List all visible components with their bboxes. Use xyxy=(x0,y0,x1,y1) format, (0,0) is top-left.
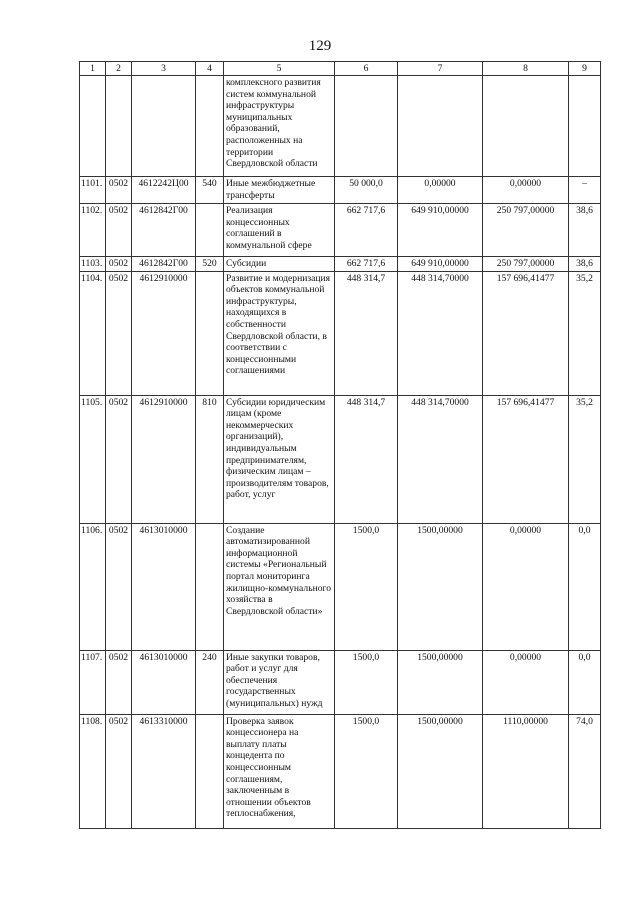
expense-type-cell: 540 xyxy=(196,177,224,204)
header-cell: 6 xyxy=(335,62,398,76)
percent-cell: – xyxy=(569,177,601,204)
header-cell: 9 xyxy=(569,62,601,76)
table-row xyxy=(80,177,601,204)
expense-type-cell xyxy=(196,523,224,650)
executed-amount-cell xyxy=(483,76,569,177)
header-cell: 3 xyxy=(132,62,196,76)
row-number-cell: 1108. xyxy=(80,714,106,828)
executed-amount-cell: 157 696,41477 xyxy=(483,395,569,523)
target-code-cell: 4612910000 xyxy=(132,271,196,395)
section-code-cell: 0502 xyxy=(106,714,132,828)
budget-table xyxy=(79,61,601,829)
table-row xyxy=(80,523,601,650)
percent-cell: 0,0 xyxy=(569,523,601,650)
plan-amount-cell: 448 314,70000 xyxy=(398,271,483,395)
section-code-cell: 0502 xyxy=(106,177,132,204)
approved-amount-cell: 1500,0 xyxy=(335,523,398,650)
expense-type-cell: 810 xyxy=(196,395,224,523)
item-name-cell: Иные закупки товаров, работ и услуг для обеспечения государственных (муниципальных) нужд xyxy=(224,650,335,714)
target-code-cell: 4613310000 xyxy=(132,714,196,828)
item-name-cell: комплексного развития систем коммунальной инфраструктуры муниципальных образований, расположенных на территории Свердловской области xyxy=(224,76,335,177)
item-name-cell: Развитие и модернизация объектов коммунальной инфраструктуры, находящихся в собственности Свердловской области, в соответствии с концессионными соглашениями xyxy=(224,271,335,395)
executed-amount-cell: 157 696,41477 xyxy=(483,271,569,395)
percent-cell: 35,2 xyxy=(569,395,601,523)
header-cell: 1 xyxy=(80,62,106,76)
item-name-cell: Реализация концессионных соглашений в коммунальной сфере xyxy=(224,204,335,257)
target-code-cell: 4613010000 xyxy=(132,650,196,714)
row-number-cell xyxy=(80,76,106,177)
expense-type-cell: 520 xyxy=(196,257,224,272)
approved-amount-cell: 1500,0 xyxy=(335,650,398,714)
plan-amount-cell: 1500,00000 xyxy=(398,714,483,828)
header-cell: 8 xyxy=(483,62,569,76)
section-code-cell xyxy=(106,76,132,177)
row-number-cell: 1101. xyxy=(80,177,106,204)
plan-amount-cell: 448 314,70000 xyxy=(398,395,483,523)
approved-amount-cell: 50 000,0 xyxy=(335,177,398,204)
target-code-cell: 4612842Г00 xyxy=(132,257,196,272)
approved-amount-cell: 1500,0 xyxy=(335,714,398,828)
approved-amount-cell: 662 717,6 xyxy=(335,257,398,272)
executed-amount-cell: 1110,00000 xyxy=(483,714,569,828)
expense-type-cell xyxy=(196,204,224,257)
percent-cell: 38,6 xyxy=(569,257,601,272)
section-code-cell: 0502 xyxy=(106,523,132,650)
plan-amount-cell: 649 910,00000 xyxy=(398,204,483,257)
percent-cell xyxy=(569,76,601,177)
expense-type-cell xyxy=(196,76,224,177)
table-row xyxy=(80,395,601,523)
header-cell: 4 xyxy=(196,62,224,76)
plan-amount-cell: 649 910,00000 xyxy=(398,257,483,272)
row-number-cell: 1105. xyxy=(80,395,106,523)
section-code-cell: 0502 xyxy=(106,395,132,523)
target-code-cell: 4613010000 xyxy=(132,523,196,650)
executed-amount-cell: 0,00000 xyxy=(483,177,569,204)
approved-amount-cell xyxy=(335,76,398,177)
section-code-cell: 0502 xyxy=(106,204,132,257)
approved-amount-cell: 662 717,6 xyxy=(335,204,398,257)
approved-amount-cell: 448 314,7 xyxy=(335,395,398,523)
table-row xyxy=(80,257,601,272)
table-row xyxy=(80,271,601,395)
plan-amount-cell xyxy=(398,76,483,177)
executed-amount-cell: 250 797,00000 xyxy=(483,204,569,257)
executed-amount-cell: 0,00000 xyxy=(483,650,569,714)
expense-type-cell xyxy=(196,271,224,395)
item-name-cell: Иные межбюджетные трансферты xyxy=(224,177,335,204)
target-code-cell: 4612910000 xyxy=(132,395,196,523)
table-row xyxy=(80,76,601,177)
row-number-cell: 1107. xyxy=(80,650,106,714)
target-code-cell xyxy=(132,76,196,177)
page-number: 129 xyxy=(308,38,332,54)
item-name-cell: Субсидии xyxy=(224,257,335,272)
header-cell: 7 xyxy=(398,62,483,76)
row-number-cell: 1106. xyxy=(80,523,106,650)
executed-amount-cell: 0,00000 xyxy=(483,523,569,650)
executed-amount-cell: 250 797,00000 xyxy=(483,257,569,272)
header-cell: 5 xyxy=(224,62,335,76)
percent-cell: 35,2 xyxy=(569,271,601,395)
row-number-cell: 1102. xyxy=(80,204,106,257)
target-code-cell: 4612242Ц00 xyxy=(132,177,196,204)
table-row xyxy=(80,714,601,828)
section-code-cell: 0502 xyxy=(106,257,132,272)
percent-cell: 0,0 xyxy=(569,650,601,714)
approved-amount-cell: 448 314,7 xyxy=(335,271,398,395)
percent-cell: 74,0 xyxy=(569,714,601,828)
header-cell: 2 xyxy=(106,62,132,76)
item-name-cell: Проверка заявок концессионера на выплату платы концедента по концессионным соглашениям, заключенным в отношении объектов теплоснабжения, xyxy=(224,714,335,828)
expense-type-cell xyxy=(196,714,224,828)
plan-amount-cell: 1500,00000 xyxy=(398,650,483,714)
item-name-cell: Субсидии юридическим лицам (кроме некоммерческих организаций), индивидуальным предпринимателям, физическим лицам – производителям товаров, работ, услуг xyxy=(224,395,335,523)
row-number-cell: 1104. xyxy=(80,271,106,395)
section-code-cell: 0502 xyxy=(106,271,132,395)
item-name-cell: Создание автоматизированной информационной системы «Региональный портал мониторинга жилищно-коммунального хозяйства в Свердловской области» xyxy=(224,523,335,650)
plan-amount-cell: 0,00000 xyxy=(398,177,483,204)
table-row xyxy=(80,204,601,257)
plan-amount-cell: 1500,00000 xyxy=(398,523,483,650)
target-code-cell: 4612842Г00 xyxy=(132,204,196,257)
table-header-row xyxy=(80,62,601,76)
percent-cell: 38,6 xyxy=(569,204,601,257)
expense-type-cell: 240 xyxy=(196,650,224,714)
table-row xyxy=(80,650,601,714)
row-number-cell: 1103. xyxy=(80,257,106,272)
section-code-cell: 0502 xyxy=(106,650,132,714)
